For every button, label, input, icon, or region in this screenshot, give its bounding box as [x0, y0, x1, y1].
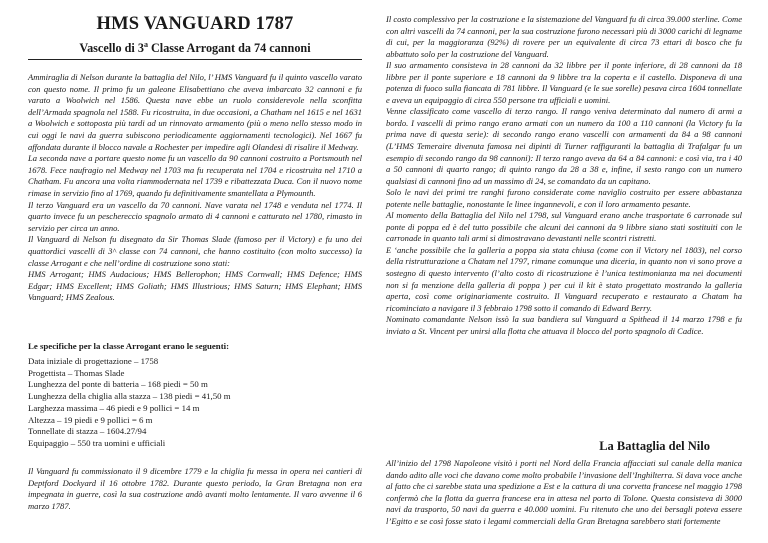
subtitle-sup: a [143, 40, 148, 49]
body-paragraph: Nominato comandante Nelson issò la sua bandiera sul Vanguard a Spithead il 14 marzo 1798 e fu inviato a St. Vincent per unirsi alla flotta che attuava il blocco del porto spagnolo di Cadice. [386, 314, 742, 336]
body-paragraph: Venne classificato come vascello di terzo rango. Il rango veniva determinato dal numero di armi a bordo. I vascelli di primo rango erano armati con un numero da 100 a 110 cannoni (la Victory fu la prima nave di questa serie): di secondo rango erano vascelli con armamenti da 84 a 98 cannoni (L’HMS Temeraire divenuta famosa nei dipinti di Turner raffiguranti la battaglia di Trafalgar fu un esempio di secondo rango da 98 cannoni): Il terzo rango aveva da 64 a 84 cannoni: e così via, tra i 40 a 50 cannoni di quarto rango; di quinto rango da 28 a 38 e, infine, il sesto rango con un numero qualsiasi di cannoni fino ad un massimo di 24, se comandato da un capitano. [386, 106, 742, 186]
battle-section-title: La Battaglia del Nilo [599, 439, 710, 453]
spec-item: Lunghezza del ponte di batteria – 168 piedi = 50 m [28, 379, 208, 390]
history-paragraph: La seconda nave a portare questo nome fu un vascello da 90 cannoni costruito a Portsmouth nel 1678. Fece naufragio nel Medway nel 1703 ma fu recuperata nel 1704 e ricostruita nel 1710 a Chatham. Fu ancora una volta riammodernata nel 1739 e ribattezzata Duca. Con il nuovo nome rimase in servizio fino al 1769, quando fu definitivamente smantellata a Plymounth. [28, 153, 362, 198]
body-paragraph: Solo le navi dei primi tre ranghi furono considerate come naviglio costruito per essere abbastanza potente nelle battaglie, nonostante le linee ingannevoli, e con il loro armamento pesante. [386, 187, 742, 209]
specs-list [28, 356, 231, 450]
page-title: HMS VANGUARD 1787 [96, 14, 294, 34]
subtitle-post: Classe Arrogant da 74 cannoni [147, 41, 311, 56]
spec-item: Altezza – 19 piedi e 9 pollici = 6 m [28, 414, 153, 425]
spec-item: Lunghezza della chiglia alla stazza – 138 piedi = 41,50 m [28, 391, 231, 402]
spec-item: Larghezza massima – 46 piedi e 9 pollici = 14 m [28, 402, 200, 413]
battle-paragraph: All’inizio del 1798 Napoleone visitò i porti nel Nord della Francia affacciati sul canale della manica dando adito alle voci che davano come molto probabile l’invasione dell’Inghilterra. Si dava voce anche al fatto che ci sarebbe stata una spedizione a Est e la cattura di una corvetta francese nel maggio 1798 confermò che la flotta da guerra francese era in attesa nel porto di Tolone. Questa consisteva di 3000 navi da trasporto, 50 navi da guerra e 40.000 uomini. Fu ritenuto che uno dei bersagli poteva essere l’Egitto e se così fosse stato i legami commerciali della Gran Bretagna sarebbero stati fortemente [386, 458, 742, 526]
page-subtitle [28, 40, 362, 56]
subtitle-pre: Vascello di 3 [79, 41, 144, 56]
specs-heading: Le specifiche per la classe Arrogant erano le seguenti: [28, 341, 229, 351]
body-paragraph: Al momento della Battaglia del Nilo nel 1798, sul Vanguard erano anche trasportate 6 carronade sul ponte di poppa ed è del tutto possibile che alcuni dei cannoni da 9 libbre siano stati sostituiti con le carronade in quanto tali armi si dimostravano devastanti nelle scontri ristretti. [386, 210, 742, 244]
body-paragraph: Il costo complessivo per la costruzione e la sistemazione del Vanguard fu di circa 39.000 sterline. Come con altri vascelli da 74 cannoni, per la sua costruzione furono necessari più di 3000 carichi di legname di cui, per la maggioranza (92%) di rovere per un equivalente di circa 73 ettari di bosco che fu abbattuto solo per la costruzione del Vanguard. [386, 14, 742, 59]
spec-item: Equipaggio – 550 tra uomini e ufficiali [28, 437, 166, 448]
vanguard-description [386, 14, 742, 337]
commission-paragraph: Il Vanguard fu commissionato il 9 dicembre 1779 e la chiglia fu messa in opera nei cantieri di Deptford Dockyard il 16 ottobre 1782. Durante questo periodo, la Gran Bretagna non era impegnata in guerre, così la sua costruzione andò avanti molto lentamente. Il varo avvenne il 6 marzo 1787. [28, 466, 362, 511]
spec-item: Tonnellate di stazza – 1604.27/94 [28, 426, 147, 437]
body-paragraph: Il suo armamento consisteva in 28 cannoni da 32 libbre per il ponte inferiore, di 28 cannoni da 18 libbre per il ponte superiore e 18 cannoni da 9 libbre tra la coperta e il castello. Disponeva di una potenza di fuoco sulla fiancata di 781 libbre. Il Vanguard (e le sue sorelle) pesava circa 1604 tonnellate e aveva un equipaggio di circa 550 persone tra ufficiali e uomini. [386, 60, 742, 105]
class-ships-list: HMS Arrogant; HMS Audacious; HMS Bellerophon; HMS Cornwall; HMS Defence; HMS Edgar; HMS Excellent; HMS Goliath; HMS Illustrious; HMS Saturn; HMS Elephant; HMS Vanguard; HMS Zealous. [28, 269, 362, 303]
spec-item: Progettista – Thomas Slade [28, 367, 125, 378]
commission-text [28, 466, 362, 512]
battle-text [386, 458, 742, 527]
history-text [28, 72, 362, 304]
history-paragraph: Il terzo Vanguard era un vascello da 70 cannoni. Nave varata nel 1748 e venduta nel 1774. Il quarto invece fu un peschereccio spagnolo armato di 4 cannoni e catturato nel 1780, rimasto in servizio per circa un anno. [28, 199, 362, 233]
history-paragraph: Il Vanguard di Nelson fu disegnato da Sir Thomas Slade (famoso per il Victory) e fu uno dei quattordici vascelli di 3^ classe con 74 cannoni, che hanno costituito (con molto successo) la classe Arrogant e che nell’ordine di costruzione sono stati: [28, 234, 362, 268]
title-divider [28, 59, 362, 60]
body-paragraph: E ‘anche possibile che la galleria a poppa sia stata chiusa (come con il Victory nel 1803), nel corso della ristrutturazione a Chatam nel 1797, rimane comunque una diceria, in quanto non vi sono prove a sostegno di questo intervento (l’alto costo di ricostruzione è l’unica testimonianza ma nei documenti non si fa menzione della galleria di poppa ) per cui il kit è stato progettato mostrando la galleria aperta, così come originariamente costruito. Il Vanguard recuperato e restaurato a Chatam ha ricominciato a navigare il 3 febbraio 1798 sotto il comando di Edward Berry. [386, 244, 742, 313]
spec-item: Data iniziale di progettazione – 1758 [28, 356, 159, 366]
history-paragraph: Ammiraglia di Nelson durante la battaglia del Nilo, l’ HMS Vanguard fu il quinto vascello varato con questo nome. Il primo fu un galeone Elisabettiano che aveva imbarcato 32 cannoni e fu varato a Woolwich nel 1586. Questa nave ebbe un ruolo considerevole nella sconfitta dell’Armada spagnola nel 1588. Fu ricostruita, in due occasioni, a Chatham nel 1615 e nel 1631 a Woolwich e sottoposta più tardi ad un rinnovato armamento (più o meno nello stesso modo in cui oggi le navi da guerra subiscono periodicamente aggiornamenti tecnologici). Nel 1667 fu affondata durante il blocco navale a Rochester per impedire agli Olandesi di risalire il Medway. [28, 72, 362, 152]
